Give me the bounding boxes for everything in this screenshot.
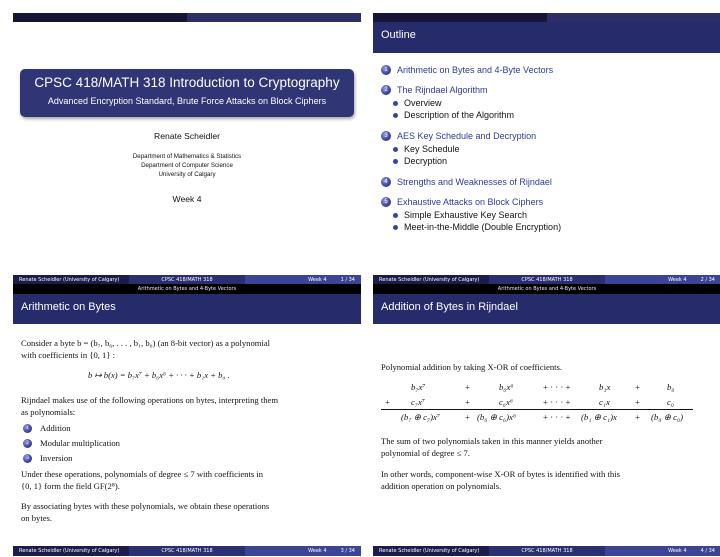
frame-title-bar [373, 294, 720, 324]
toc-subsection-description[interactable]: Description of the Algorithm [393, 110, 514, 120]
section-name: Arithmetic on Bytes and 4-Byte Vectors [497, 286, 597, 292]
footer-page: 2 / 34 [700, 277, 715, 283]
paragraph-byte-definition-line1: Consider a byte b = (b₇, b₆, . . . , b₁, b₀) (an 8-bit vector) as a polynomial [21, 338, 271, 348]
toc-subsection-overview[interactable]: Overview [393, 98, 442, 108]
frame-title: Arithmetic on Bytes [21, 301, 116, 313]
footer-course: CPSC 418/MATH 318 [129, 546, 245, 556]
paragraph-field-line1: Under these operations, polynomials of degree ≤ 7 with coefficients in [21, 469, 264, 479]
frame-title-bar [373, 22, 720, 53]
toc-subsection-meet-in-the-middle[interactable]: Meet-in-the-Middle (Double Encryption) [393, 222, 561, 232]
presentation-title: CPSC 418/MATH 318 Introduction to Cryptography [34, 75, 340, 90]
operation-inversion: 3 Inversion [23, 453, 72, 463]
array-sum-line [381, 409, 693, 410]
slide-footer [13, 546, 361, 556]
byte-polynomial-formula: b ↦ b(x) = b₇x⁷ + b₆x⁶ + · · · + b₁x + b₀ . [88, 370, 230, 380]
footer-week: Week 4 [668, 548, 687, 554]
section-name: Arithmetic on Bytes and 4-Byte Vectors [137, 286, 237, 292]
university: University of Calgary [158, 171, 216, 178]
toc-section-2[interactable]: 2 The Rijndael Algorithm [381, 85, 488, 95]
footer-week: Week 4 [308, 277, 327, 283]
footer-page: 3 / 34 [340, 548, 355, 554]
toc-section-1[interactable]: 1 Arithmetic on Bytes and 4-Byte Vectors [381, 65, 553, 75]
frame-title: Outline [381, 29, 416, 41]
section-header-bar [373, 284, 720, 294]
footer-author: Renate Scheidler (University of Calgary) [13, 275, 129, 285]
presentation-subtitle: Advanced Encryption Standard, Brute Force Attacks on Block Ciphers [47, 96, 327, 106]
toc-subsection-exhaustive-search[interactable]: Simple Exhaustive Key Search [393, 210, 527, 220]
operation-modular-multiplication: 2 Modular multiplication [23, 438, 120, 448]
paragraph-xor-line2: addition operation on polynomials. [381, 481, 502, 491]
author-name: Renate Scheidler [154, 131, 220, 141]
title-block [20, 69, 354, 117]
paragraph-association-line2: on bytes. [21, 513, 53, 523]
footer-page: 1 / 34 [340, 277, 355, 283]
footer-week: Week 4 [308, 548, 327, 554]
outline-slide [373, 13, 720, 285]
paragraph-polynomial-addition: Polynomial addition by taking X-OR of coefficients. [381, 362, 562, 372]
paragraph-operations-line1: Rijndael makes use of the following operations on bytes, interpreting them [21, 395, 279, 405]
paragraph-field-line2: {0, 1} form the field GF(2⁸). [21, 481, 120, 491]
department-math: Department of Mathematics & Statistics [132, 153, 242, 160]
footer-course: CPSC 418/MATH 318 [489, 275, 605, 285]
slide-header-bar [373, 13, 720, 22]
operation-addition: 1 Addition [23, 423, 71, 433]
slide-footer [373, 546, 720, 556]
paragraph-byte-definition-line2: with coefficients in {0, 1} : [21, 350, 116, 360]
toc-section-4[interactable]: 4 Strengths and Weaknesses of Rijndael [381, 177, 552, 187]
toc-section-3[interactable]: 3 AES Key Schedule and Decryption [381, 131, 536, 141]
section-header-bar [13, 284, 361, 294]
department-cs: Department of Computer Science [141, 162, 233, 169]
presentation-date: Week 4 [172, 194, 202, 204]
arithmetic-on-bytes-slide [13, 284, 361, 556]
footer-course: CPSC 418/MATH 318 [489, 546, 605, 556]
paragraph-sum-degree-line2: polynomial of degree ≤ 7. [381, 448, 470, 458]
footer-week: Week 4 [668, 277, 687, 283]
frame-title: Addition of Bytes in Rijndael [381, 301, 518, 313]
toc-subsection-decryption[interactable]: Decryption [393, 156, 447, 166]
toc-section-5[interactable]: 5 Exhaustive Attacks on Block Ciphers [381, 197, 543, 207]
footer-author: Renate Scheidler (University of Calgary) [13, 546, 129, 556]
footer-course: CPSC 418/MATH 318 [129, 275, 245, 285]
paragraph-sum-degree-line1: The sum of two polynomials taken in this manner yields another [381, 436, 603, 446]
paragraph-xor-line1: In other words, component-wise X-OR of bytes is identified with this [381, 469, 620, 479]
footer-page: 4 / 34 [700, 548, 715, 554]
title-slide [13, 13, 361, 285]
slide-header-bar [13, 13, 361, 22]
toc-subsection-key-schedule[interactable]: Key Schedule [393, 144, 460, 154]
paragraph-operations-line2: as polynomials: [21, 407, 76, 417]
frame-title-bar [13, 294, 361, 324]
addition-of-bytes-slide: Arithmetic on Bytes and 4-Byte Vectors Addition of Bytes in Rijndael Polynomial addition by taking X-OR of coefficients. b₇x⁷ + b₆x⁶ + · · · + b₁x + b₀ + c₇x⁷ + c₆x⁶ + · · · + c₁x + c₀ (b₇ ⊕ c₇)x⁷ + (b₆ ⊕ c₆)x⁶ + · · · + (b₁ ⊕ c₁)x + (b₀ ⊕ c₀) The sum of two polynomials taken in this manner yields another polynomial of degree ≤ 7. In other words, component-wise X-OR of bytes is identified with this addition operation on polynomials. Renate Scheidler (University of Calgary) CPSC 418/MATH 318 Week 4 4 / 34 [373, 284, 720, 556]
footer-author: Renate Scheidler (University of Calgary) [373, 546, 489, 556]
paragraph-association-line1: By associating bytes with these polynomials, we obtain these operations [21, 501, 270, 511]
footer-author: Renate Scheidler (University of Calgary) [373, 275, 489, 285]
